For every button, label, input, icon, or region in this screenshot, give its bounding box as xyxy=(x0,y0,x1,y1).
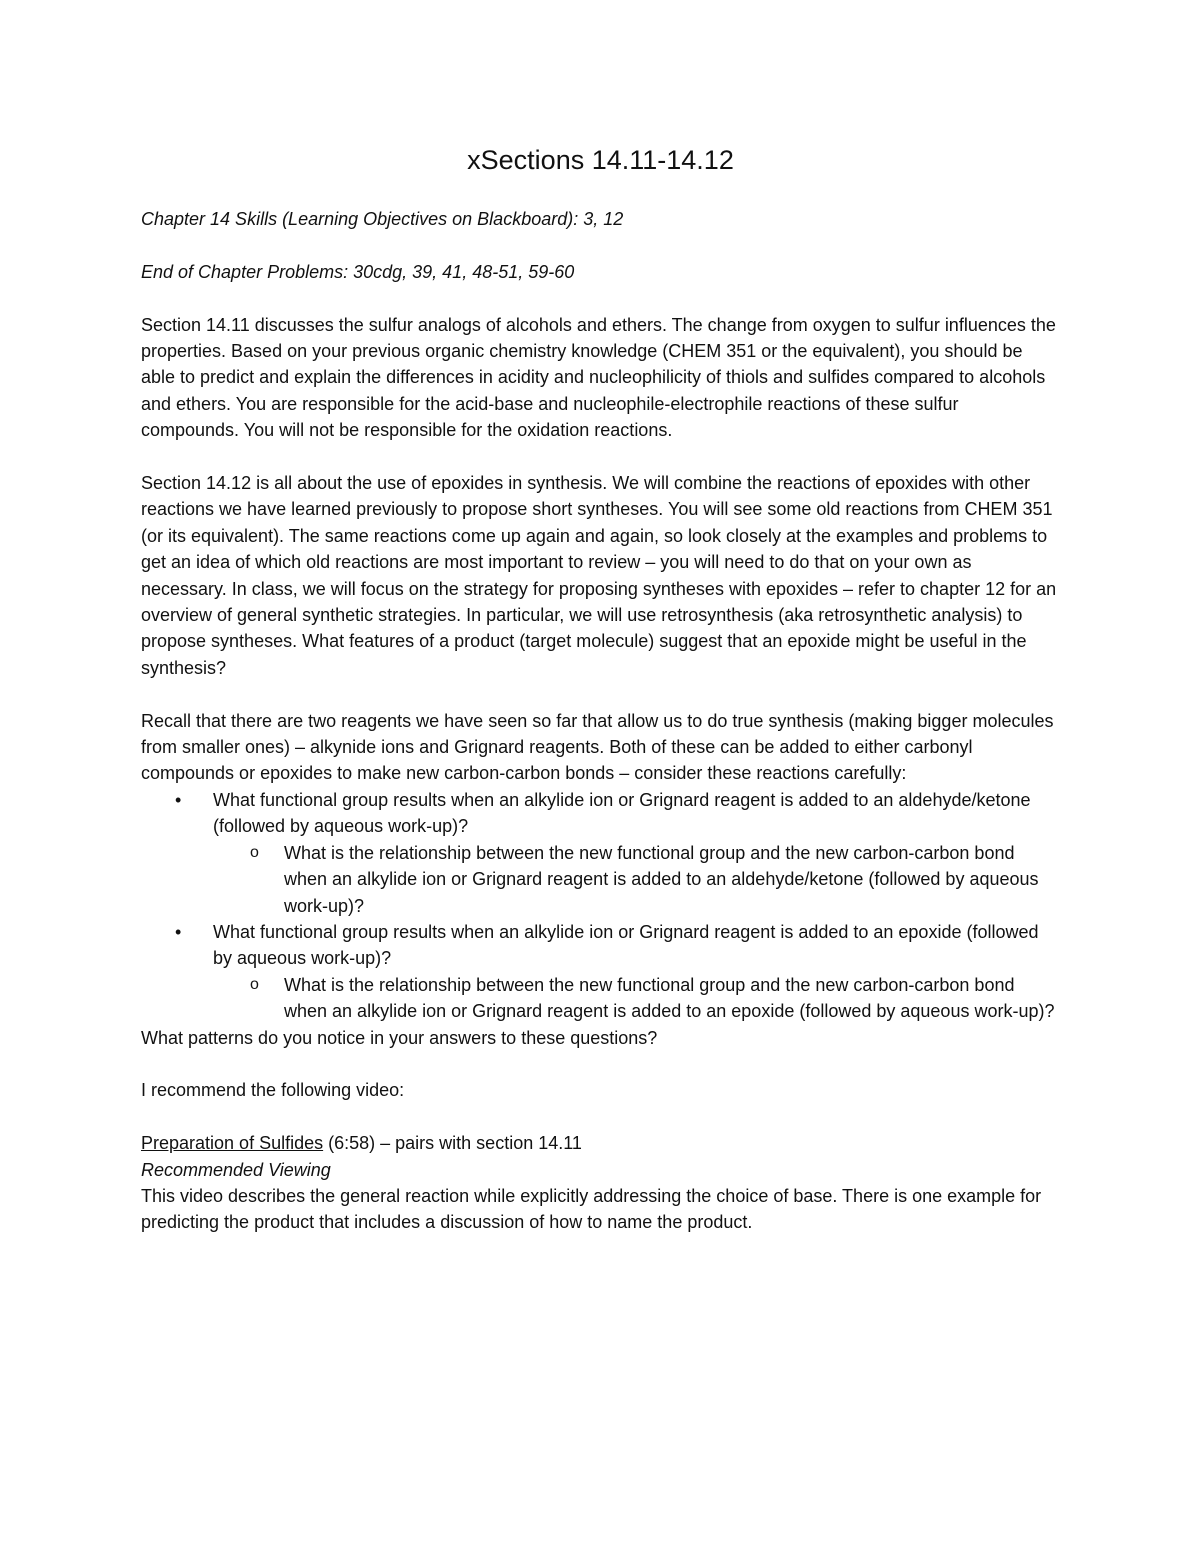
video-duration: (6:58) xyxy=(323,1133,376,1154)
recommend-line: I recommend the following video: xyxy=(141,1080,405,1101)
list-item xyxy=(141,919,1060,972)
sub-bullet-icon: o xyxy=(250,975,259,993)
section-14-11-paragraph: Section 14.11 discusses the sulfur analogs of alcohols and ethers. The change from oxygen to sulfur influences the properties. Based on your previous organic chemistry knowledge (CHEM 351 or the equivalent), you should be able to predict and explain the differences in acidity and nucleophilicity of thiols and sulfides compared to alcohols and ethers. You are responsible for the acid-base and nucleophile-electrophile reactions of these sulfur compounds. You will not be responsible for the oxidation reactions. xyxy=(141,314,1056,441)
video-line xyxy=(141,1130,1060,1156)
sub-bullet-icon: o xyxy=(250,843,259,861)
question-list xyxy=(141,787,1060,1025)
bullet-icon: • xyxy=(175,921,182,942)
question-text: What is the relationship between the new functional group and the new carbon-carbon bond when an alkylide ion or Grignard reagent is added to an epoxide (followed by aqueous work-up)? xyxy=(284,974,1055,1022)
question-text: What functional group results when an alkylide ion or Grignard reagent is added to an aldehyde/ketone (followed by aqueous work-up)? xyxy=(213,789,1031,837)
problems-line: End of Chapter Problems: 30cdg, 39, 41, 48-51, 59-60 xyxy=(141,261,575,282)
video-link[interactable]: Preparation of Sulfides xyxy=(141,1133,324,1154)
question-text: What functional group results when an alkylide ion or Grignard reagent is added to an epoxide (followed by aqueous work-up)? xyxy=(213,921,1039,969)
skills-line: Chapter 14 Skills (Learning Objectives on Blackboard): 3, 12 xyxy=(141,209,624,229)
section-14-12-paragraph: Section 14.12 is all about the use of epoxides in synthesis. We will combine the reactions of epoxides with other reactions we have learned previously to propose short syntheses. You will see some old reactions from CHEM 351 (or its equivalent). The same reactions come up again and again, so look closely at the examples and problems to get an idea of which old reactions are most important to review – you will need to do that on your own as necessary. In class, we will focus on the strategy for proposing syntheses with epoxides – refer to chapter 12 for an overview of general synthetic strategies. In particular, we will use retrosynthesis (aka retrosynthetic analysis) to propose syntheses. What features of a product (target molecule) suggest that an epoxide might be useful in the synthesis? xyxy=(141,473,1057,678)
video-description: This video describes the general reaction while explicitly addressing the choice of base. There is one example for predicting the product that includes a discussion of how to name the product. xyxy=(141,1185,1042,1233)
page-title: xSections 14.11-14.12 xyxy=(467,145,734,175)
reagents-paragraph: Recall that there are two reagents we have seen so far that allow us to do true synthesis (making bigger molecules from smaller ones) – alkynide ions and Grignard reagents. Both of these can be added to either carbonyl compounds or epoxides to make new carbon-carbon bonds – consider these reactions carefully: xyxy=(141,710,1054,784)
list-item xyxy=(141,840,1060,919)
bullet-icon: • xyxy=(175,789,182,810)
list-item xyxy=(141,787,1060,840)
list-item xyxy=(141,972,1060,1025)
patterns-line: What patterns do you notice in your answers to these questions? xyxy=(141,1027,658,1048)
video-pairs: – pairs with section 14.11 xyxy=(375,1133,582,1154)
question-text: What is the relationship between the new functional group and the new carbon-carbon bond when an alkylide ion or Grignard reagent is added to an aldehyde/ketone (followed by aqueous work-up)? xyxy=(284,842,1039,916)
video-tag: Recommended Viewing xyxy=(141,1159,331,1180)
